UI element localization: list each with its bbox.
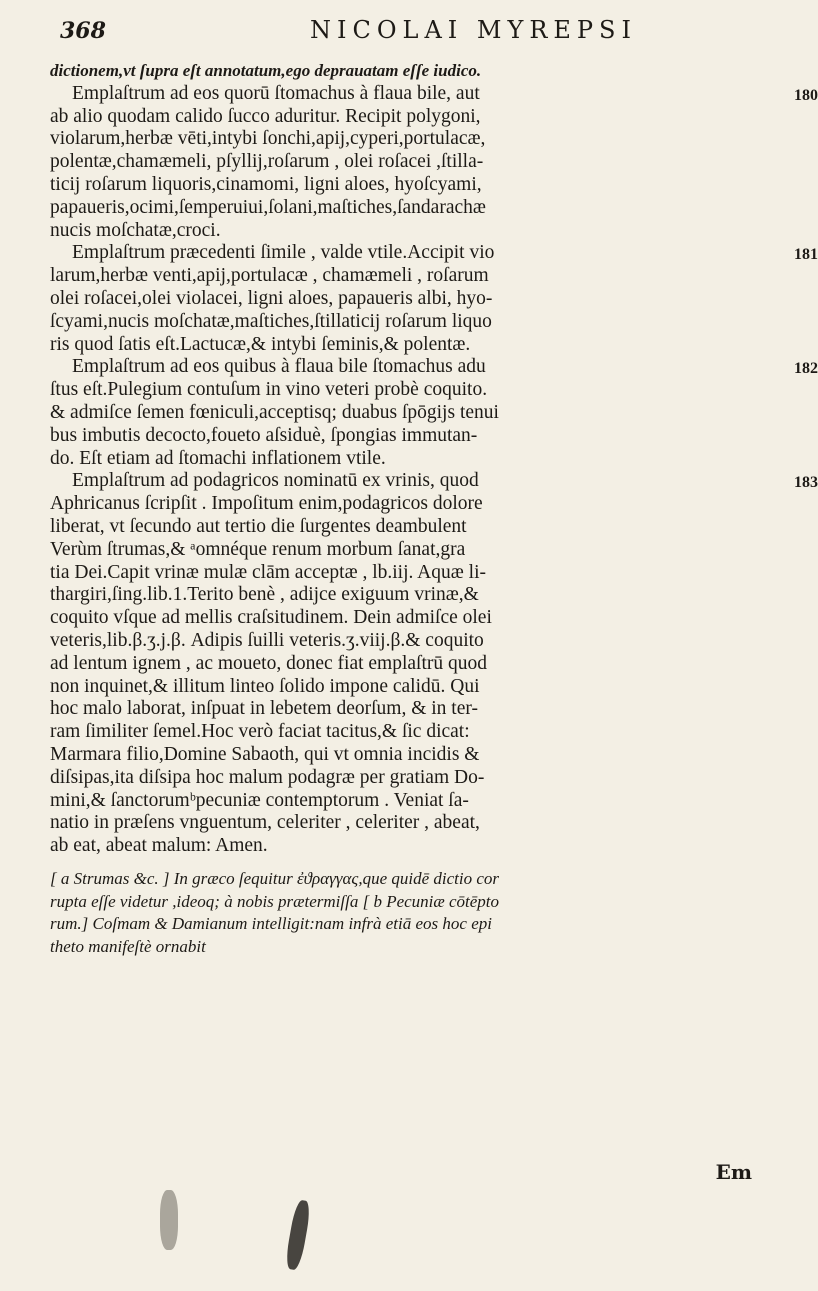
text-line: nucis moſchatæ,croci.: [50, 219, 221, 241]
text-line: Marmara filio,Domine Sabaoth, qui vt omnia incidis &: [50, 743, 480, 765]
margin-number: 183: [794, 474, 818, 492]
text-line: rum.] Coſmam & Damianum intelligit:nam infrà etiā eos hoc epi: [50, 914, 492, 934]
text-line: dictionem,vt ſupra eſt annotatum,ego deprauatam eſſe iudico.: [50, 61, 482, 80]
text-line: theto manifeſtè ornabit: [50, 937, 206, 957]
margin-number: 182: [794, 360, 818, 378]
text-line: Emplaſtrum præcedenti ſimile , valde vtile.Accipit vio: [72, 242, 495, 264]
ink-mark: [284, 1199, 312, 1271]
text-line: & admiſce ſemen fœniculi,acceptisq; duabus ſpōgijs tenui: [50, 401, 499, 423]
text-line: ab alio quodam calido ſucco aduritur. Recipit polygoni,: [50, 105, 481, 127]
text-line: Emplaſtrum ad eos quibus à flaua bile ſtomachus adu: [72, 356, 486, 378]
text-line: [ a Strumas &c. ] In græco ſequitur ἐϑραγγας,que quidē dictio cor: [50, 868, 500, 888]
paragraph: [50, 60, 772, 83]
text-line: ad lentum ignem , ac moueto, donec fiat emplaſtrū quod: [50, 652, 487, 674]
text-line: Verùm ſtrumas,& ᵃomnéque renum morbum ſanat,gra: [50, 538, 466, 560]
text-line: ſtus eſt.Pulegium contuſum in vino veteri probè coquito.: [50, 379, 488, 401]
text-line: Emplaſtrum ad podagricos nominatū ex vrinis, quod: [72, 470, 479, 492]
text-line: Emplaſtrum ad eos quorū ſtomachus à flaua bile, aut: [72, 82, 480, 104]
paragraph: [50, 82, 818, 243]
text-line: thargiri,ſing.lib.1.Terito benè , adijce exiguum vrinæ,&: [50, 584, 479, 606]
text-line: Aphricanus ſcripſit . Impoſitum enim,podagricos dolore: [50, 493, 483, 515]
text-line: rupta eſſe videtur ,ideoq; à nobis prætermiſſa [ b Pecuniæ cōtēpto: [50, 891, 500, 911]
text-line: ab eat, abeat malum: Amen.: [50, 835, 268, 857]
catchword: Em: [715, 1160, 752, 1184]
text-line: bus imbutis decocto,foueto aſsiduè, ſpongias immutan-: [50, 424, 478, 446]
page-number: 368: [60, 18, 106, 44]
paragraph: [50, 470, 818, 858]
text-line: larum,herbæ venti,apij,portulacæ , chamæmeli , roſarum: [50, 265, 489, 287]
text-line: papaueris,ocimi,ſemperuiui,ſolani,maſtiches,ſandarachæ: [50, 196, 486, 218]
body-text: [50, 60, 818, 959]
text-line: do. Eſt etiam ad ſtomachi inflationem vtile.: [50, 447, 386, 469]
text-line: olei roſacei,olei violacei, ligni aloes, papaueris albi, hyo-: [50, 287, 493, 309]
paragraph: [50, 242, 818, 356]
text-line: hoc malo laborat, inſpuat in lebetem deorſum, & in ter-: [50, 698, 478, 720]
paragraph: [50, 356, 818, 470]
text-line: ſcyami,nucis moſchatæ,maſtiches,ſtillaticij roſarum liquo: [50, 310, 492, 332]
text-line: violarum,herbæ vēti,intybi ſonchi,apij,cyperi,portulacæ,: [50, 128, 486, 150]
text-line: ram ſimiliter ſemel.Hoc verò faciat tacitus,& ſic dicat:: [50, 721, 470, 743]
text-line: non inquinet,& illitum linteo ſolido impone calidū. Qui: [50, 675, 480, 697]
text-line: coquito vſque ad mellis craſsitudinem. Dein admiſce olei: [50, 607, 492, 629]
ink-stain: [160, 1190, 178, 1250]
text-line: ris quod ſatis eſt.Lactucæ,& intybi ſeminis,& polentæ.: [50, 333, 471, 355]
text-line: tia Dei.Capit vrinæ mulæ clām acceptæ , lb.iij. Aquæ li-: [50, 561, 486, 583]
text-line: liberat, vt ſecundo aut tertio die ſurgentes deambulent: [50, 515, 467, 537]
text-line: mini,& ſanctorumᵇpecuniæ contemptorum . Veniat ſa-: [50, 789, 469, 811]
text-line: ticij roſarum liquoris,cinamomi, ligni aloes, hyoſcyami,: [50, 173, 482, 195]
running-head: NICOLAI MYREPSI: [310, 16, 637, 44]
page-header: [60, 16, 760, 50]
text-line: natio in præſens vnguentum, celeriter , celeriter , abeat,: [50, 812, 480, 834]
text-line: diſsipas,ita diſsipa hoc malum podagræ per gratiam Do-: [50, 766, 485, 788]
margin-number: 180: [794, 86, 818, 104]
margin-number: 181: [794, 246, 818, 264]
page-footer: [50, 1160, 772, 1280]
paragraph: [50, 868, 772, 959]
text-line: veteris,lib.β.ʒ.j.β. Adipis ſuilli veteris.ʒ.viij.β.& coquito: [50, 629, 484, 651]
text-line: polentæ,chamæmeli, pſyllij,roſarum , olei roſacei ,ſtilla-: [50, 151, 484, 173]
